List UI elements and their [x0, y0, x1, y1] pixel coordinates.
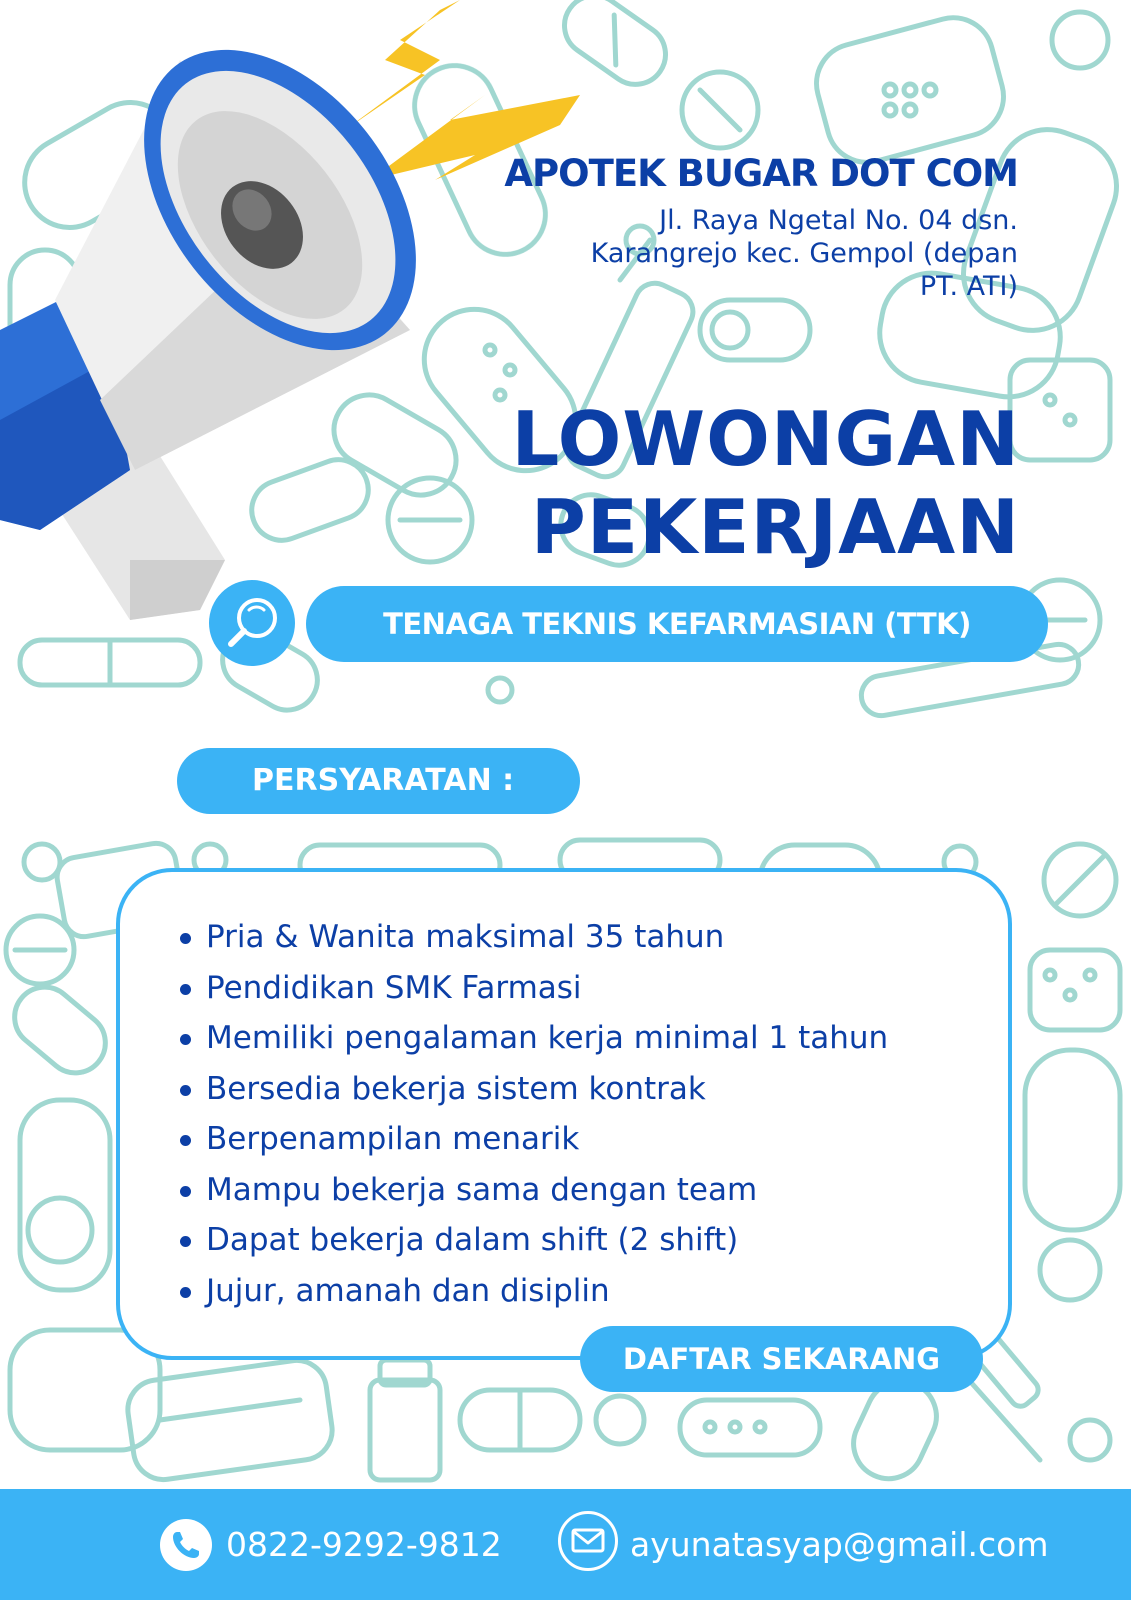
bullet-icon [180, 984, 191, 995]
bullet-icon [180, 1287, 191, 1298]
contact-footer [0, 1489, 1131, 1600]
list-item [178, 963, 888, 1014]
email-address[interactable]: ayunatasyap@gmail.com [630, 1525, 1049, 1564]
requirement-text: Pria & Wanita maksimal 35 tahun [206, 919, 725, 955]
organization-name: APOTEK BUGAR DOT COM [504, 152, 1018, 195]
list-item [178, 1114, 888, 1165]
list-item [178, 1064, 888, 1115]
register-now-button[interactable]: DAFTAR SEKARANG [580, 1326, 983, 1392]
list-item [178, 1266, 888, 1317]
bullet-icon [180, 1135, 191, 1146]
search-icon [209, 580, 295, 666]
list-item [178, 1013, 888, 1064]
mail-icon [558, 1511, 618, 1571]
bullet-icon [180, 1085, 191, 1096]
requirements-list [178, 912, 888, 1316]
list-item [178, 1215, 888, 1266]
requirement-text: Bersedia bekerja sistem kontrak [206, 1070, 706, 1107]
bullet-icon [180, 1034, 191, 1045]
list-item [178, 912, 888, 963]
requirement-text: Memiliki pengalaman kerja minimal 1 tahun [206, 1020, 889, 1056]
requirement-text: Jujur, amanah dan disiplin [206, 1272, 610, 1309]
phone-number[interactable]: 0822-9292-9812 [226, 1525, 502, 1564]
address-line: Karangrejo kec. Gempol (depan [590, 238, 1018, 269]
address-line: PT. ATI) [919, 271, 1018, 302]
title-line: LOWONGAN [511, 395, 1020, 483]
megaphone-icon [0, 0, 440, 640]
requirement-text: Berpenampilan menarik [206, 1121, 580, 1157]
address-line: Jl. Raya Ngetal No. 04 dsn. [659, 205, 1018, 236]
bullet-icon [180, 933, 191, 944]
requirement-text: Pendidikan SMK Farmasi [206, 969, 582, 1006]
page-title [380, 395, 1020, 571]
requirement-text: Dapat bekerja dalam shift (2 shift) [206, 1222, 739, 1258]
organization-address [458, 204, 1018, 303]
requirements-title: PERSYARATAN : [177, 748, 580, 814]
requirement-text: Mampu bekerja sama dengan team [206, 1171, 758, 1208]
phone-icon [160, 1519, 212, 1571]
position-label: TENAGA TEKNIS KEFARMASIAN (TTK) [306, 586, 1048, 662]
bullet-icon [180, 1186, 191, 1197]
list-item [178, 1165, 888, 1216]
bullet-icon [180, 1236, 191, 1247]
title-line: PEKERJAAN [530, 483, 1020, 571]
